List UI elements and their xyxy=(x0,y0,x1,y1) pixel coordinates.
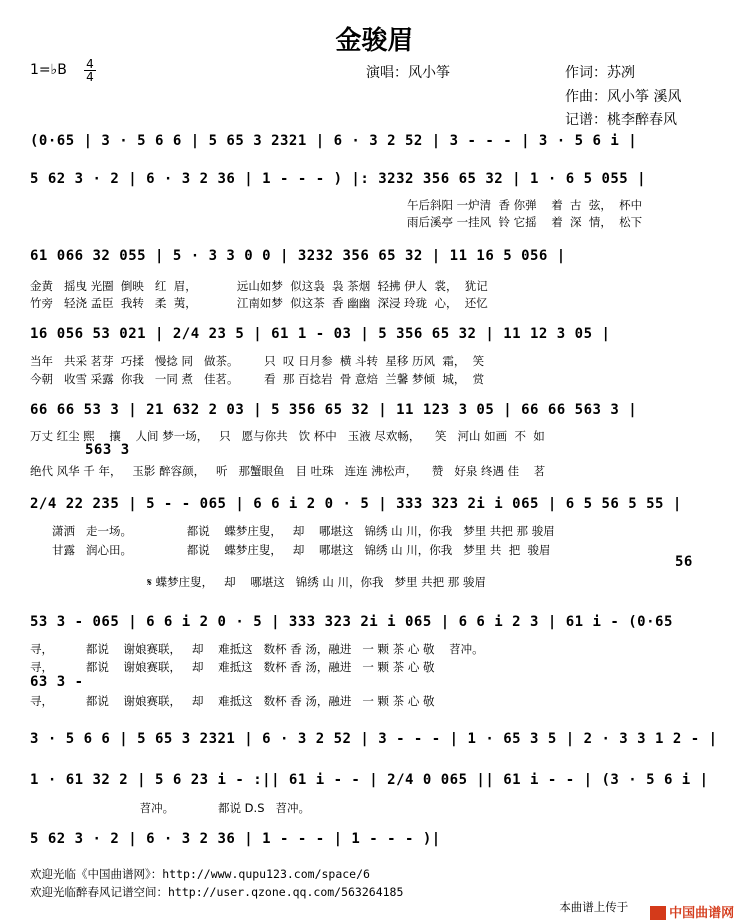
lyricist-credit: 作词：苏冽 xyxy=(565,65,635,81)
lyric-line: 寻， 都说 谢娘赛联， 却 难抵这 数杯 香 汤，融进 一 颗 茶 心 敬 xyxy=(30,660,435,674)
lyric-line: 甘露 润心田。 都说 蝶梦庄叟， 却 哪堪这 锦绣 山 川，你我 梦里 共 把 骏眉 xyxy=(52,543,551,557)
lyric-line: 竹旁 轻浇 孟臣 我转 柔 荑， 江南如梦 似这茶 香 幽幽 深浸 玲珑 心， 还忆 xyxy=(30,296,488,310)
score-row: 53 3 - 065 | 6 6 i 2 0 · 5 | 333 323 2i i 065 | 6 6 i 2 3 | 61 i - (0·65 xyxy=(30,614,673,630)
lyric-line: 当年 共采 茗芽 巧揉 慢捻 同 做茶。 只 叹 日月参 横 斗转 星移 历风 霜， 笑 xyxy=(30,354,485,368)
lyric-line: 寻， 都说 谢娘赛联， 却 难抵这 数杯 香 汤，融进 一 颗 茶 心 敬 xyxy=(30,694,435,708)
score-row: 3 · 5 6 6 | 5 65 3 2321 | 6 · 3 2 52 | 3 - - - | 1 · 65 3 5 | 2 · 3 3 1 2 - | xyxy=(30,731,718,747)
lyric-line: 雨后溪亭 一挂风 铃 它摇 着 深 情， 松下 xyxy=(407,215,643,229)
lyric-line: 金黄 摇曳 光圈 倒映 红 眉， 远山如梦 似这袅 袅 茶烟 轻拂 伊人 裳， 犹记 xyxy=(30,279,488,293)
score-row: 5 62 3 · 2 | 6 · 3 2 36 | 1 - - - | 1 - - - )| xyxy=(30,831,441,847)
score-row: 5 62 3 · 2 | 6 · 3 2 36 | 1 - - - ) |: 3232 356 65 32 | 1 · 6 5 055 | xyxy=(30,171,647,187)
composer-credit: 作曲：风小筝 溪风 xyxy=(565,89,682,105)
alt-notes: 563 3 xyxy=(85,442,130,458)
site-name: 中国曲谱网 xyxy=(669,906,735,921)
score-row: 66 66 53 3 | 21 632 2 03 | 5 356 65 32 | 11 123 3 05 | 66 66 563 3 | xyxy=(30,402,638,418)
lyric-line: 万丈 红尘 熙 攘 人间 梦一场， 只 愿与你共 饮 杯中 玉液 尽欢畅， 笑 河山 如画 不 如 xyxy=(30,429,545,443)
time-signature xyxy=(84,58,96,83)
score-row: 1 · 61 32 2 | 5 6 23 i - :|| 61 i - - | 2/4 0 065 || 61 i - - | (3 · 5 6 i | xyxy=(30,772,709,788)
key-signature: 1=♭B xyxy=(30,62,67,78)
footer-link-qupu[interactable]: 欢迎光临《中国曲谱网》：http://www.qupu123.com/space/6 xyxy=(30,867,370,881)
time-numerator: 4 xyxy=(86,57,94,71)
transcriber-credit: 记谱：桃李醉春风 xyxy=(565,112,677,128)
score-row: (0·65 | 3 · 5 6 6 | 5 65 3 2321 | 6 · 3 2 52 | 3 - - - | 3 · 5 6 i | xyxy=(30,133,638,149)
alt-notes: 56 xyxy=(675,554,693,570)
score-row: 16 056 53 021 | 2/4 23 5 | 61 1 - 03 | 5 356 65 32 | 11 12 3 05 | xyxy=(30,326,611,342)
upload-text: 本曲谱上传于 xyxy=(559,900,629,914)
lyric-line: 绝代 风华 千 年， 玉影 醉容颜， 听 那蟹眼鱼 目 吐珠 连连 沸松声， 赞 好泉 终遇 佳 茗 xyxy=(30,464,546,478)
upload-note xyxy=(552,885,628,915)
logo-icon xyxy=(650,906,666,920)
lyric-line: 𝄋 蝶梦庄叟， 却 哪堪这 锦绣 山 川，你我 梦里 共把 那 骏眉 xyxy=(52,575,486,589)
site-logo[interactable] xyxy=(640,883,734,921)
lyric-line: 今朝 收雪 采露 你我 一同 煮 佳茗。 看 那 百捻岩 骨 意焙 兰馨 梦倾 城， 赏 xyxy=(30,372,485,386)
song-title: 金骏眉 xyxy=(335,26,414,56)
footer-link-qzone[interactable]: 欢迎光临醉春风记谱空间：http://user.qzone.qq.com/563264185 xyxy=(30,885,404,899)
lyric-line: 苕冲。 都说 D.S 苕冲。 xyxy=(30,801,310,815)
time-denominator: 4 xyxy=(86,70,94,84)
score-row: 2/4 22 235 | 5 - - 065 | 6 6 i 2 0 · 5 | 333 323 2i i 065 | 6 5 56 5 55 | xyxy=(30,496,682,512)
alt-notes: 63 3 - xyxy=(30,674,84,690)
lyric-line: 潇洒 走一场。 都说 蝶梦庄叟， 却 哪堪这 锦绣 山 川，你我 梦里 共把 那 骏眉 xyxy=(52,524,555,538)
lyric-line: 寻， 都说 谢娘赛联， 却 难抵这 数杯 香 汤，融进 一 颗 茶 心 敬 苕冲。 xyxy=(30,642,484,656)
score-row: 61 066 32 055 | 5 · 3 3 0 0 | 3232 356 65 32 | 11 16 5 056 | xyxy=(30,248,566,264)
singer-credit: 演唱：风小筝 xyxy=(366,65,450,81)
lyric-line: 午后斜阳 一炉清 香 你弹 着 古 弦， 杯中 xyxy=(407,198,643,212)
